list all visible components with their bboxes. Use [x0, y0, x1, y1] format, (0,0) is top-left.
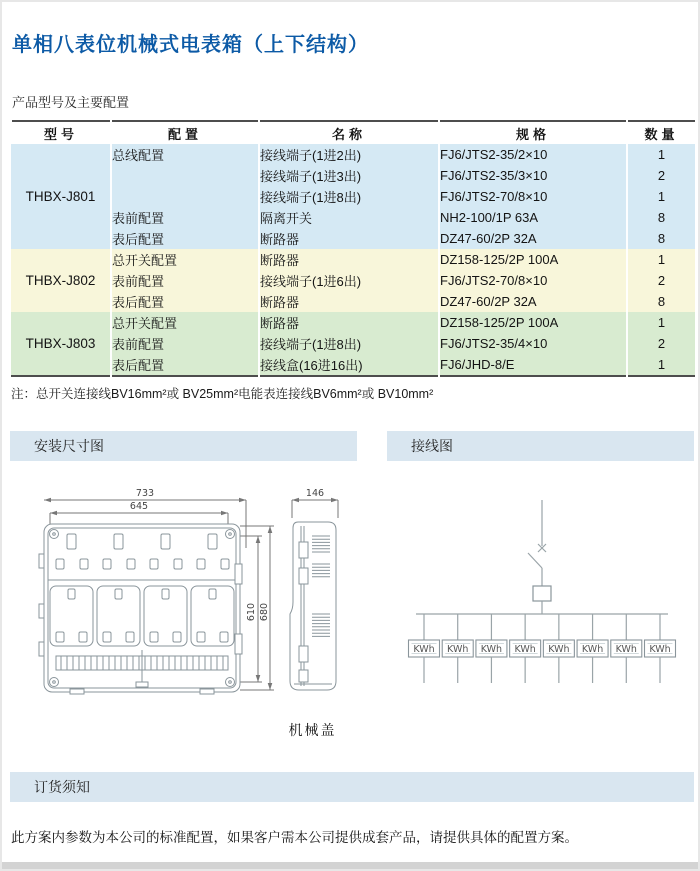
- kwh-meter-label: KWh: [548, 644, 570, 655]
- dim-610: 610: [246, 602, 257, 622]
- meter-branches: [409, 614, 676, 683]
- qty-cell: 8: [627, 228, 695, 249]
- kwh-meter-label: KWh: [615, 644, 637, 655]
- config-cell: 表前配置: [111, 270, 259, 291]
- table-row: [11, 228, 695, 249]
- spec-cell: FJ6/JTS2-35/3×10: [439, 165, 627, 186]
- qty-cell: 1: [627, 186, 695, 207]
- config-cell: [111, 186, 259, 207]
- qty-cell: 1: [627, 249, 695, 270]
- header-name: 名称: [259, 121, 439, 144]
- spec-cell: DZ47-60/2P 32A: [439, 291, 627, 312]
- table-row: [11, 186, 695, 207]
- config-table-wrap: [10, 120, 695, 377]
- side-profile-drawing: [290, 522, 336, 690]
- spec-cell: NH2-100/1P 63A: [439, 207, 627, 228]
- cover-label: 机械盖: [288, 722, 337, 738]
- kwh-meter-label: KWh: [514, 644, 536, 655]
- qty-cell: 2: [627, 333, 695, 354]
- spec-cell: FJ6/JTS2-35/4×10: [439, 333, 627, 354]
- spec-cell: FJ6/JTS2-35/2×10: [439, 144, 627, 165]
- table-row: [11, 354, 695, 376]
- kwh-meter-label: KWh: [413, 644, 435, 655]
- model-cell: THBX-J801: [25, 189, 96, 204]
- name-cell: 断路器: [259, 228, 439, 249]
- qty-cell: 1: [627, 144, 695, 165]
- qty-cell: 2: [627, 165, 695, 186]
- dim-733: 733: [135, 488, 155, 499]
- table-row: [11, 165, 695, 186]
- kwh-meter-label: KWh: [480, 644, 503, 655]
- config-table: [10, 120, 695, 377]
- name-cell: 接线端子(1进8出): [259, 186, 439, 207]
- qty-cell: 8: [627, 291, 695, 312]
- spec-cell: DZ158-125/2P 100A: [439, 249, 627, 270]
- header-spec: 规格: [439, 121, 627, 144]
- spec-cell: DZ158-125/2P 100A: [439, 312, 627, 333]
- header-qty: 数量: [627, 121, 695, 144]
- note-line: 注：总开关连接线BV16mm²或 BV25mm²电能表连接线BV6mm²或 BV10mm²: [11, 387, 434, 401]
- model-cell: THBX-J802: [25, 273, 96, 288]
- table-header-row: [11, 121, 695, 144]
- table-row: [11, 249, 695, 270]
- name-cell: 接线端子(1进6出): [259, 270, 439, 291]
- installation-side-view: [270, 484, 355, 724]
- config-cell: 总开关配置: [111, 312, 259, 333]
- model-cell: THBX-J803: [25, 336, 96, 351]
- dim-645: 645: [129, 501, 149, 512]
- table-row: [11, 312, 695, 333]
- spec-cell: DZ47-60/2P 32A: [439, 228, 627, 249]
- name-cell: 接线端子(1进3出): [259, 165, 439, 186]
- section-bar-wiring: 接线图: [387, 431, 694, 461]
- section-bar-installation: 安装尺寸图: [10, 431, 357, 461]
- qty-cell: 1: [627, 354, 695, 376]
- drawings-area: [2, 472, 700, 772]
- spec-cell: FJ6/JTS2-70/8×10: [439, 270, 627, 291]
- config-table-body: [11, 144, 695, 376]
- config-cell: 表前配置: [111, 333, 259, 354]
- name-cell: 断路器: [259, 291, 439, 312]
- table-row: [11, 333, 695, 354]
- dim-146: 146: [305, 488, 325, 499]
- config-cell: 总开关配置: [111, 249, 259, 270]
- config-cell: 总线配置: [111, 144, 259, 165]
- spec-cell: FJ6/JHD-8/E: [439, 354, 627, 376]
- side-vents: [312, 536, 330, 636]
- table-row: [11, 291, 695, 312]
- qty-cell: 8: [627, 207, 695, 228]
- name-cell: 断路器: [259, 312, 439, 333]
- name-cell: 隔离开关: [259, 207, 439, 228]
- config-cell: 表前配置: [111, 207, 259, 228]
- main-switch-symbol: [416, 500, 668, 614]
- front-box-drawing: [39, 524, 242, 694]
- page-title: 单相八表位机械式电表箱（上下结构）: [12, 34, 369, 56]
- name-cell: 断路器: [259, 249, 439, 270]
- config-cell: [111, 165, 259, 186]
- header-model: 型号: [11, 121, 111, 144]
- side-dimensions: [292, 488, 338, 518]
- name-cell: 接线端子(1进2出): [259, 144, 439, 165]
- config-cell: 表后配置: [111, 291, 259, 312]
- bottom-edge-strip: [2, 862, 698, 869]
- installation-front-view: [30, 484, 280, 724]
- config-cell: 表后配置: [111, 354, 259, 376]
- table-row: [11, 270, 695, 291]
- header-config: 配置: [111, 121, 259, 144]
- config-cell: 表后配置: [111, 228, 259, 249]
- dim-680: 680: [259, 602, 270, 622]
- spec-cell: FJ6/JTS2-70/8×10: [439, 186, 627, 207]
- footer-text: 此方案内参数为本公司的标准配置，如果客户需本公司提供成套产品，请提供具体的配置方案。: [11, 830, 578, 845]
- kwh-meter-label: KWh: [649, 644, 671, 655]
- name-cell: 接线端子(1进8出): [259, 333, 439, 354]
- table-row: [11, 207, 695, 228]
- qty-cell: 1: [627, 312, 695, 333]
- wiring-diagram: [402, 492, 682, 692]
- section-bar-ordering: 订货须知: [10, 772, 694, 802]
- name-cell: 接线盒(16进16出): [259, 354, 439, 376]
- page-subtitle: 产品型号及主要配置: [12, 95, 130, 110]
- kwh-meter-label: KWh: [581, 644, 604, 655]
- qty-cell: 2: [627, 270, 695, 291]
- kwh-meter-label: KWh: [447, 644, 469, 655]
- table-row: [11, 144, 695, 165]
